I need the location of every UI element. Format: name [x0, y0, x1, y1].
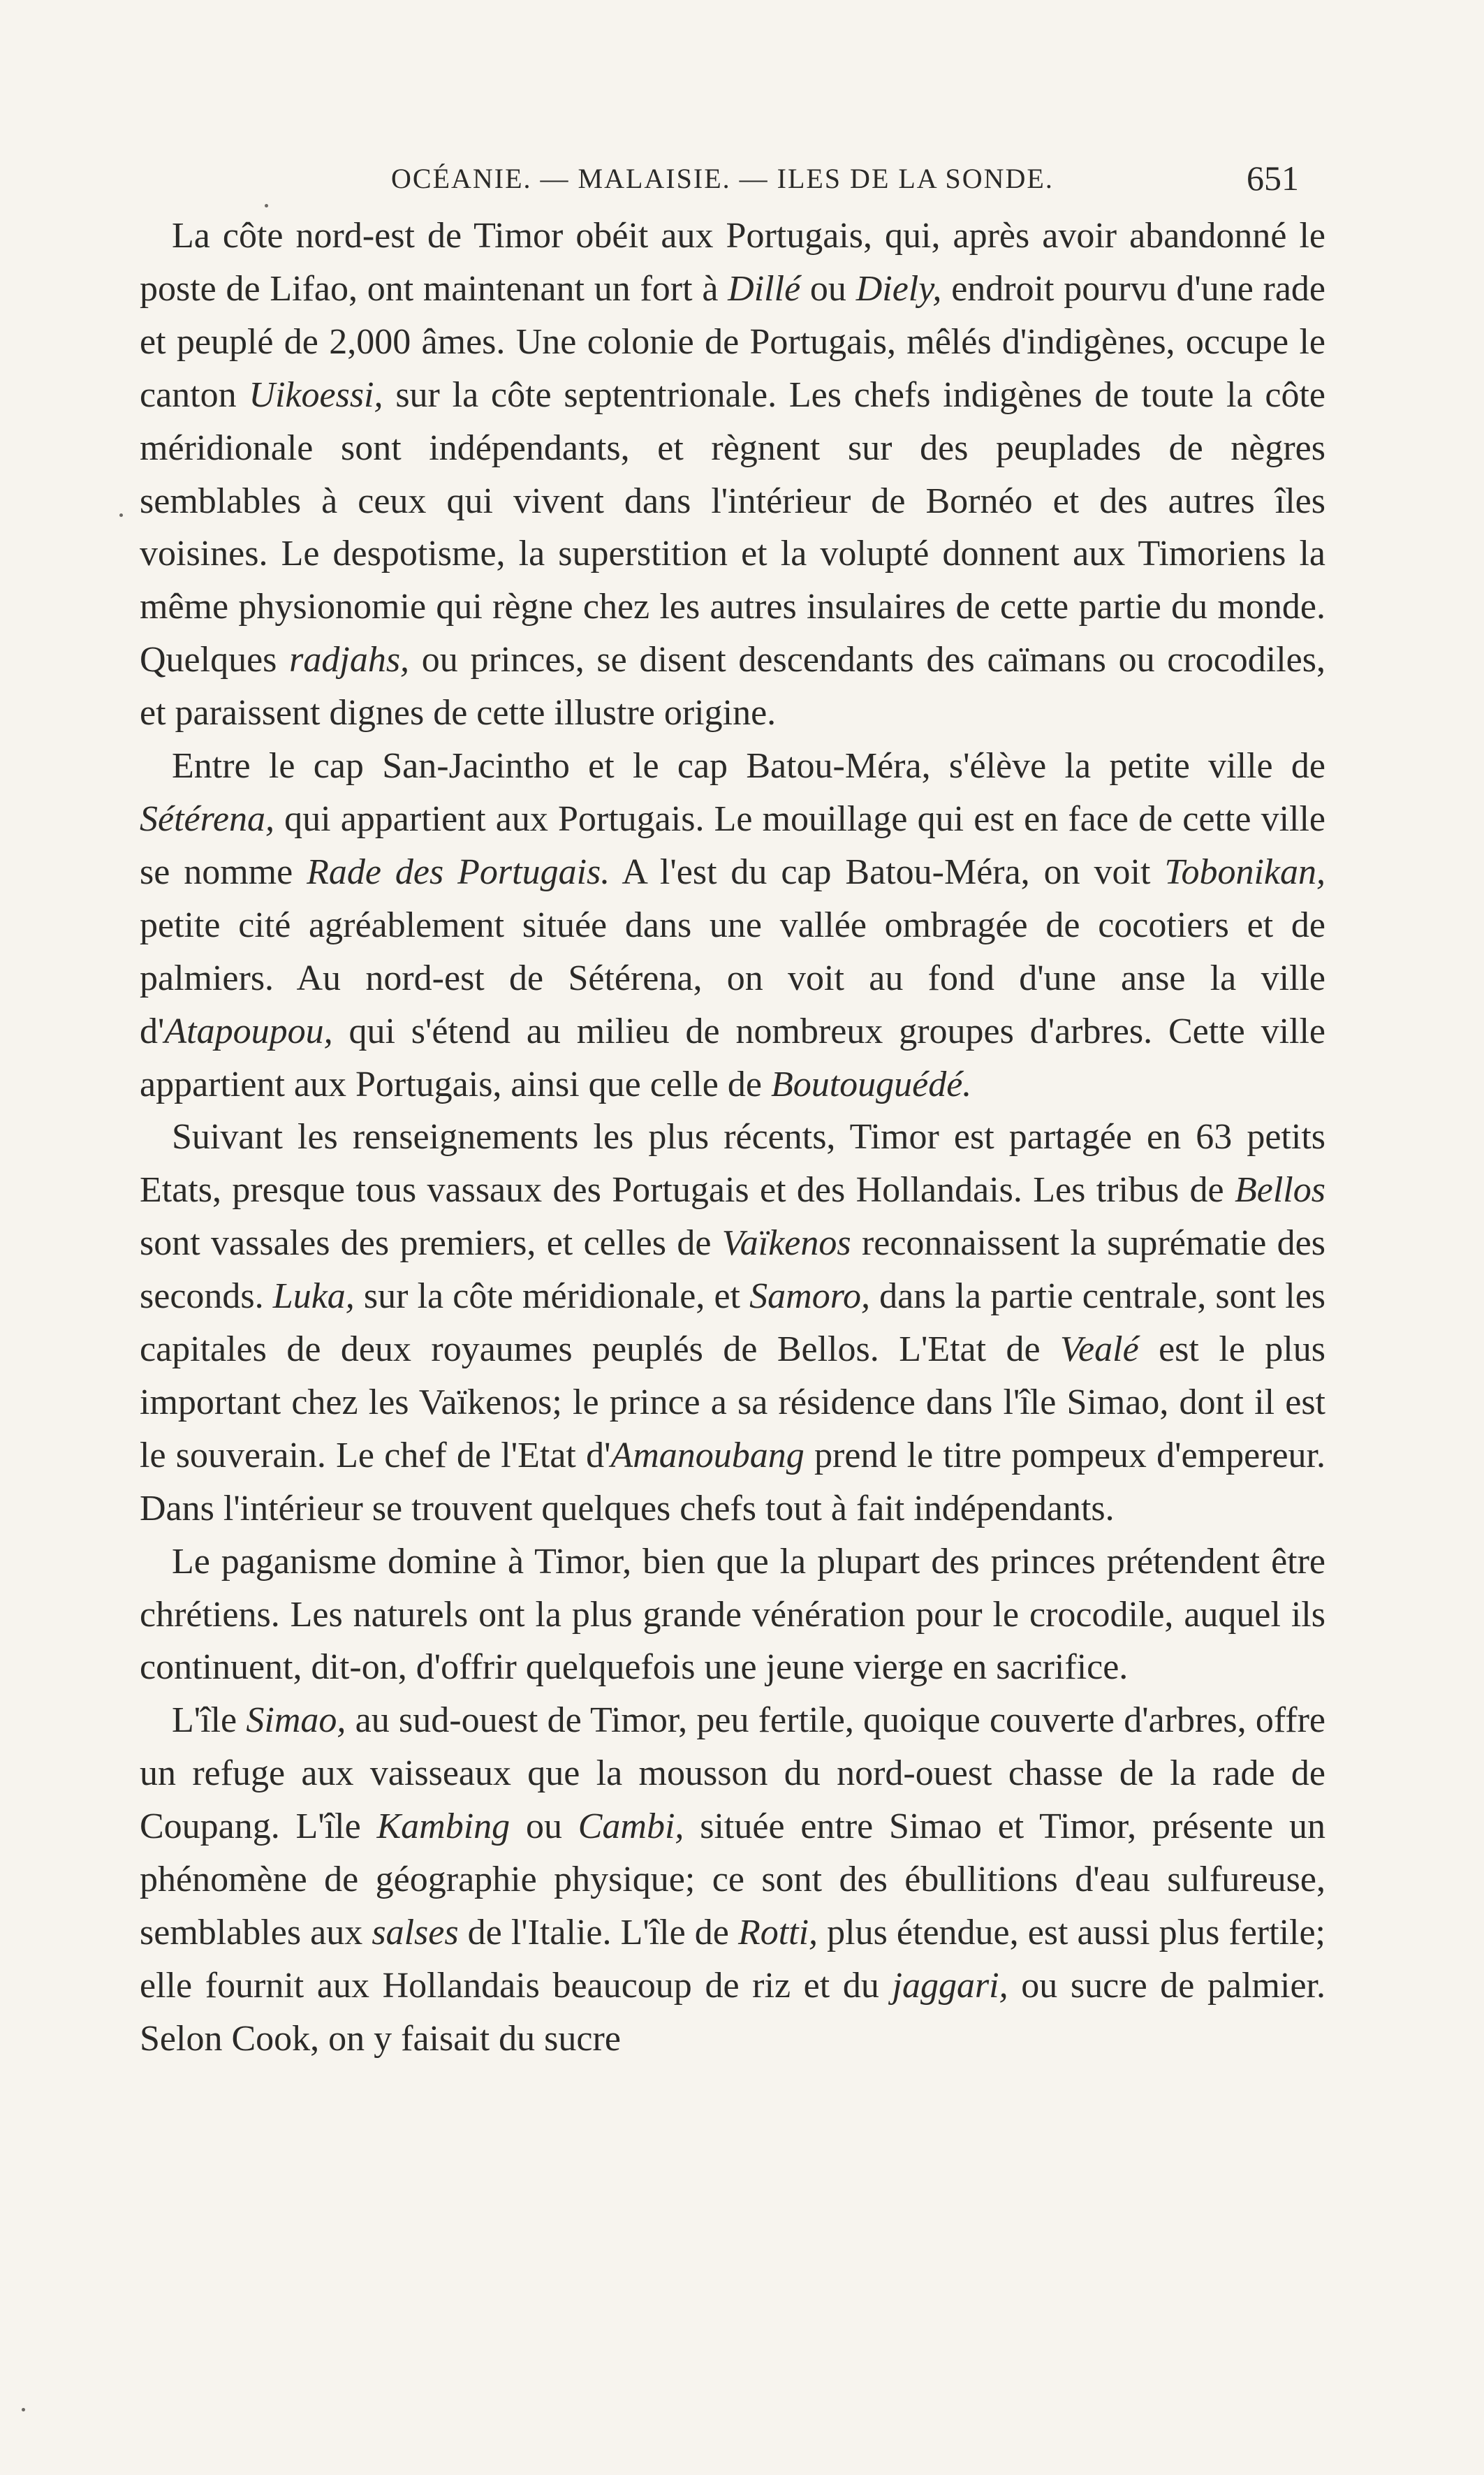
text-run: A l'est du cap Batou-Méra, on voit [610, 852, 1165, 892]
italic-term: Diely, [855, 268, 942, 309]
body-text [140, 210, 1325, 2066]
italic-term: radjahs, [289, 640, 410, 680]
italic-term: Boutouguédé. [770, 1064, 972, 1104]
italic-term: Bellos [1235, 1170, 1325, 1211]
text-run: sur la côte septentrionale. Les chefs indigènes de toute la côte méridionale sont indépendants, et règnent sur des peuplades de nègres semblables à ceux qui vivent dans l'intérieur de Bornéo et des autres îles voisines. Le despotisme, la superstition et la volupté donnent aux Timoriens la même physionomie qui règne chez les autres insulaires de cette partie du monde. Quelques [140, 374, 1326, 680]
italic-term: Sétérena, [140, 798, 274, 839]
text-run: qui appartient aux Portugais. Le mouillage qui est en face de cette ville se nomme [140, 798, 1325, 892]
text-run: plus étendue, est aussi plus fertile; elle fournit aux Hollandais beaucoup de riz et du [140, 1913, 1325, 2006]
text-run: L'île [172, 1700, 247, 1741]
running-title: OCÉANIE. — MALAISIE. — ILES DE LA SONDE. [391, 163, 1054, 194]
print-speck [22, 2408, 25, 2411]
italic-term: Vaïkenos [721, 1223, 851, 1264]
italic-term: Tobonikan, [1164, 852, 1326, 892]
paragraph [140, 740, 1325, 1111]
italic-term: salses [372, 1913, 459, 1952]
paragraph [140, 1694, 1325, 2065]
page-number: 651 [1247, 159, 1299, 198]
text-run: prend le titre pompeux d'empereur. Dans l'intérieur se trouvent quelques chefs tout à fait indépendants. [140, 1435, 1325, 1528]
italic-term: jaggari, [892, 1965, 1008, 2006]
paragraph [140, 1535, 1325, 1695]
italic-term: Atapoupou, [164, 1011, 333, 1051]
print-speck [265, 204, 268, 207]
italic-term: Simao, [246, 1700, 346, 1741]
italic-term: Amanoubang [610, 1435, 805, 1475]
italic-term: Dillé [728, 268, 801, 309]
paragraph [140, 1111, 1325, 1535]
text-run: ou princes, se disent descendants des caïmans ou crocodiles, et paraissent dignes de cette illustre origine. [140, 640, 1325, 733]
text-run: de l'Italie. L'île de [458, 1913, 738, 1952]
text-run: ou [510, 1806, 578, 1847]
italic-term: Rotti, [737, 1913, 818, 1952]
text-run: sur la côte méridionale, et [354, 1276, 750, 1317]
text-run: qui s'étend au milieu de nombreux groupes d'arbres. Cette ville appartient aux Portugais, ainsi que celle de [140, 1011, 1325, 1104]
text-run: ou [800, 268, 856, 309]
text-run: ou sucre de palmier. Selon Cook, on y faisait du sucre [140, 1965, 1325, 2059]
italic-term: Kambing [376, 1806, 510, 1847]
text-run: Le paganisme domine à Timor, bien que la plupart des princes prétendent être chrétiens. Les naturels ont la plus grande vénération pour le crocodile, auquel ils continuent, dit-on, d'offrir quelquefois une jeune vierge en sacrifice. [140, 1541, 1325, 1688]
italic-term: Vealé [1060, 1329, 1139, 1370]
text-run: située entre Simao et Timor, présente un phénomène de géographie physique; ce sont des ébullitions d'eau sulfureuse, semblables aux [140, 1806, 1325, 1952]
italic-term: Cambi, [578, 1806, 684, 1847]
text-run: petite cité agréablement située dans une vallée ombragée de cocotiers et de palmiers. Au nord-est de Sétérena, on voit au fond d'une anse la ville d' [140, 905, 1325, 1051]
italic-term: Samoro, [749, 1276, 871, 1317]
paragraph [140, 210, 1325, 740]
text-run: dans la partie centrale, sont les capitales de deux royaumes peuplés de Bellos. L'Etat de [140, 1276, 1326, 1370]
text-run: La côte nord-est de Timor obéit aux Portugais, qui, après avoir abandonné le poste de Lifao, ont maintenant un fort à [140, 216, 1325, 309]
text-run: Suivant les renseignements les plus récents, Timor est partagée en 63 petits Etats, presque tous vassaux des Portugais et des Hollandais. Les tribus de [140, 1117, 1325, 1211]
text-run: au sud-ouest de Timor, peu fertile, quoique couverte d'arbres, offre un refuge aux vaisseaux que la mousson du nord-ouest chasse de la rade de Coupang. L'île [140, 1700, 1325, 1847]
text-run: est le plus important chez les Vaïkenos; le prince a sa résidence dans l'île Simao, dont il est le souverain. Le chef de l'Etat d' [140, 1329, 1325, 1475]
text-run: Entre le cap San-Jacintho et le cap Batou-Méra, s'élève la petite ville de [172, 746, 1325, 787]
print-speck [119, 513, 123, 517]
italic-term: Luka, [272, 1276, 355, 1317]
italic-term: Uikoessi, [249, 374, 383, 415]
text-run: reconnaissent la suprématie des seconds. [140, 1223, 1325, 1317]
page-header [391, 159, 1299, 204]
text-run: endroit pourvu d'une rade et peuplé de 2,000 âmes. Une colonie de Portugais, mêlés d'indigènes, occupe le canton [140, 268, 1326, 415]
italic-term: Rade des Portugais. [307, 852, 610, 892]
text-run: sont vassales des premiers, et celles de [140, 1223, 722, 1264]
